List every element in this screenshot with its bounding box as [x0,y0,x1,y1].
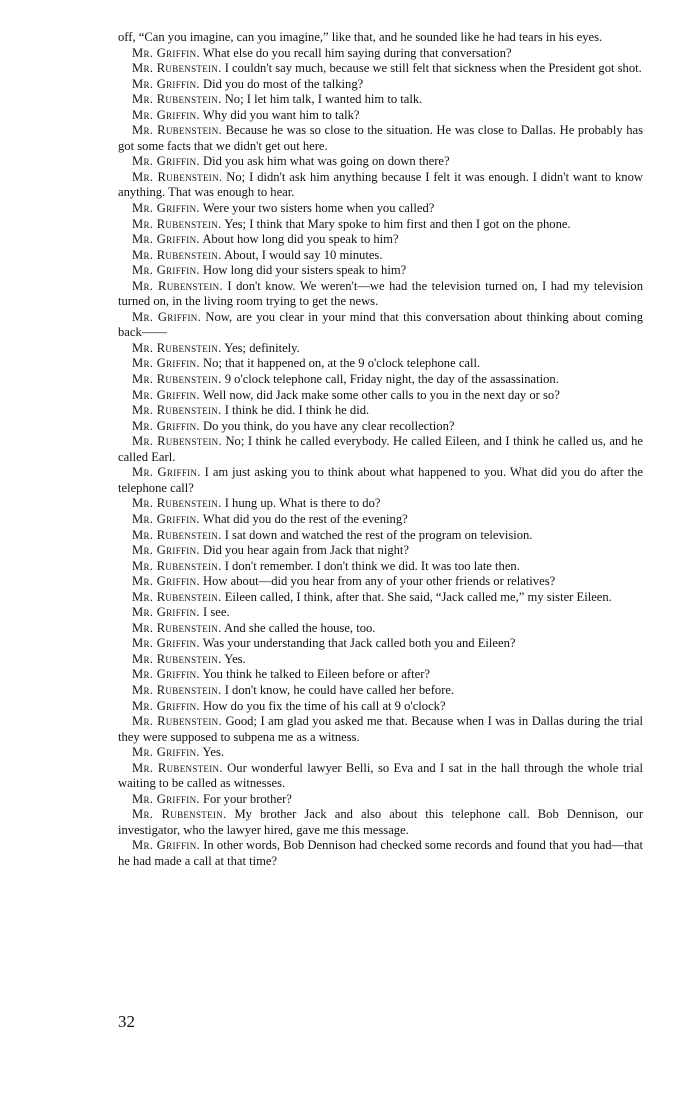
testimony-paragraph [118,403,643,419]
testimony-paragraph [118,590,643,606]
testimony-paragraph [118,559,643,575]
testimony-paragraphs [118,46,643,870]
speaker-name: Mr. Griffin. [132,465,201,480]
testimony-paragraph [118,621,643,637]
speech-text: I am just asking you to think about what happened to you. What did you do after the telephone call? [118,465,643,495]
speaker-name: Mr. Griffin. [132,45,200,60]
continuation-paragraph: off, “Can you imagine, can you imagine,” like that, and he sounded like he had tears in his eyes. [118,30,603,44]
testimony-paragraph [118,838,643,869]
testimony-paragraph [118,232,643,248]
speaker-name: Mr. Griffin. [132,107,200,122]
speech-text: 9 o'clock telephone call, Friday night, the day of the assassination. [224,372,559,387]
speaker-name: Mr. Griffin. [132,667,200,682]
speaker-name: Mr. Griffin. [132,263,200,278]
speech-text: Our wonderful lawyer Belli, so Eva and I sat in the hall through the whole trial waiting to be called as witnesses. [118,760,643,791]
speaker-name: Mr. Griffin. [132,232,200,247]
speech-text: About, I would say 10 minutes. [224,247,383,262]
speech-text: I think he did. I think he did. [224,403,370,418]
testimony-paragraph [118,341,643,357]
testimony-paragraph [118,123,643,154]
speech-text: I sat down and watched the rest of the program on television. [224,527,533,542]
speaker-name: Mr. Griffin. [132,356,200,371]
speech-text: I don't know. We weren't—we had the television turned on, I had my television turned on, in the living room trying to get the news. [118,278,643,309]
testimony-paragraph [118,683,643,699]
speaker-name: Mr. Rubenstein. [132,589,222,604]
speech-text: What did you do the rest of the evening? [202,511,408,526]
speaker-name: Mr. Griffin. [132,511,200,526]
speech-text: Did you ask him what was going on down there? [203,154,450,169]
speaker-name: Mr. Rubenstein. [132,496,222,511]
testimony-paragraph [118,543,643,559]
speech-text: Did you hear again from Jack that night? [203,543,409,558]
speaker-name: Mr. Rubenstein. [132,807,227,822]
speaker-name: Mr. Griffin. [132,698,200,713]
speech-text: How about—did you hear from any of your other friends or relatives? [203,574,556,589]
speaker-name: Mr. Griffin. [132,745,200,760]
speaker-name: Mr. Griffin. [132,76,200,91]
testimony-paragraph [118,745,643,761]
speech-text: For your brother? [203,791,292,806]
speaker-name: Mr. Rubenstein. [132,278,223,293]
speech-text: Now, are you clear in your mind that this conversation about thinking about coming back—— [118,309,643,340]
speech-text: What else do you recall him saying during that conversation? [202,45,512,60]
speaker-name: Mr. Griffin. [132,636,200,651]
testimony-paragraph [118,356,643,372]
speech-text: About how long did you speak to him? [202,232,399,247]
speech-text: Yes; I think that Mary spoke to him first and then I got on the phone. [224,216,571,231]
speech-text: Was your understanding that Jack called both you and Eileen? [202,636,516,651]
speech-text: I hung up. What is there to do? [224,496,381,511]
speaker-name: Mr. Rubenstein. [132,169,223,184]
transcript-page [118,30,643,870]
speaker-name: Mr. Rubenstein. [132,92,222,107]
testimony-paragraph [118,636,643,652]
testimony-paragraph [118,792,643,808]
speaker-name: Mr. Rubenstein. [132,682,222,697]
testimony-paragraph [118,201,643,217]
speech-text: My brother Jack and also about this telephone call. Bob Dennison, our investigator, who the lawyer hired, gave me this message. [118,807,644,837]
speaker-name: Mr. Rubenstein. [132,527,222,542]
testimony-paragraph [118,434,643,465]
speaker-name: Mr. Rubenstein. [132,340,222,355]
testimony-paragraph [118,667,643,683]
speaker-name: Mr. Rubenstein. [132,403,222,418]
speech-text: No; that it happened on, at the 9 o'clock telephone call. [203,356,481,371]
testimony-paragraph [118,496,643,512]
speech-text: No; I didn't ask him anything because I felt it was enough. I didn't want to know anything. That was enough to hear. [118,169,643,200]
speech-text: I see. [203,605,230,620]
speech-text: Were your two sisters home when you called? [202,201,435,216]
testimony-paragraph [118,61,643,77]
speaker-name: Mr. Rubenstein. [132,558,222,573]
speaker-name: Mr. Rubenstein. [132,620,222,635]
speech-text: Because he was so close to the situation. He was close to Dallas. He probably has got some facts that we didn't get out here. [118,123,643,153]
speech-text: And she called the house, too. [224,620,376,635]
speech-text: You think he talked to Eileen before or after? [202,667,430,682]
speaker-name: Mr. Rubenstein. [132,434,222,449]
testimony-paragraph [118,310,643,341]
speaker-name: Mr. Rubenstein. [132,760,223,775]
testimony-paragraph [118,217,643,233]
speaker-name: Mr. Rubenstein. [132,651,222,666]
testimony-paragraph [118,372,643,388]
speech-text: No; I let him talk, I wanted him to talk. [224,92,423,107]
testimony-paragraph [118,574,643,590]
speech-text: I couldn't say much, because we still felt that sickness when the President got shot. [224,61,642,76]
speaker-name: Mr. Griffin. [132,309,202,324]
speaker-name: Mr. Rubenstein. [132,123,222,138]
speech-text: Good; I am glad you asked me that. Because when I was in Dallas during the trial they were supposed to subpena me as a witness. [118,714,644,744]
testimony-paragraph [118,714,643,745]
speaker-name: Mr. Griffin. [132,543,200,558]
speaker-name: Mr. Griffin. [132,154,200,169]
speaker-name: Mr. Griffin. [132,605,200,620]
testimony-paragraph [118,92,643,108]
speech-text: In other words, Bob Dennison had checked some records and found that you had—that he had made a call at that time? [118,838,643,868]
testimony-paragraph [118,77,643,93]
speaker-name: Mr. Griffin. [132,387,200,402]
testimony-paragraph [118,528,643,544]
speaker-name: Mr. Griffin. [132,574,200,589]
testimony-paragraph [118,652,643,668]
testimony-paragraph [118,605,643,621]
speech-text: Why did you want him to talk? [202,107,360,122]
speaker-name: Mr. Griffin. [132,418,200,433]
speech-text: Well now, did Jack make some other calls to you in the next day or so? [202,387,560,402]
testimony-paragraph [118,263,643,279]
testimony-paragraph [118,46,643,62]
speech-text: I don't remember. I don't think we did. It was too late then. [224,558,520,573]
testimony-paragraph [118,419,643,435]
speaker-name: Mr. Rubenstein. [132,61,222,76]
testimony-paragraph [118,248,643,264]
testimony-paragraph [118,465,643,496]
speech-text: Eileen called, I think, after that. She said, “Jack called me,” my sister Eileen. [224,589,612,604]
testimony-paragraph [118,761,643,792]
speaker-name: Mr. Rubenstein. [132,247,222,262]
speech-text: Did you do most of the talking? [203,76,364,91]
speech-text: I don't know, he could have called her before. [224,682,455,697]
speech-text: Yes. [202,745,225,760]
speaker-name: Mr. Rubenstein. [132,216,222,231]
testimony-paragraph [118,108,643,124]
speech-text: Yes. [224,651,246,666]
testimony-paragraph [118,279,643,310]
speech-text: Do you think, do you have any clear recollection? [203,418,455,433]
testimony-paragraph [118,154,643,170]
speaker-name: Mr. Griffin. [132,791,200,806]
testimony-paragraph [118,699,643,715]
speech-text: How long did your sisters speak to him? [203,263,407,278]
testimony-paragraph [118,170,643,201]
speech-text: How do you fix the time of his call at 9 o'clock? [203,698,446,713]
speaker-name: Mr. Griffin. [132,201,200,216]
testimony-paragraph [118,388,643,404]
speaker-name: Mr. Rubenstein. [132,372,222,387]
speaker-name: Mr. Rubenstein. [132,714,222,729]
page-number: 32 [118,1012,135,1031]
testimony-paragraph [118,512,643,528]
speaker-name: Mr. Griffin. [132,838,200,853]
speech-text: No; I think he called everybody. He called Eileen, and I think he called us, and he called Earl. [118,434,643,464]
testimony-paragraph [118,807,643,838]
speech-text: Yes; definitely. [224,340,300,355]
